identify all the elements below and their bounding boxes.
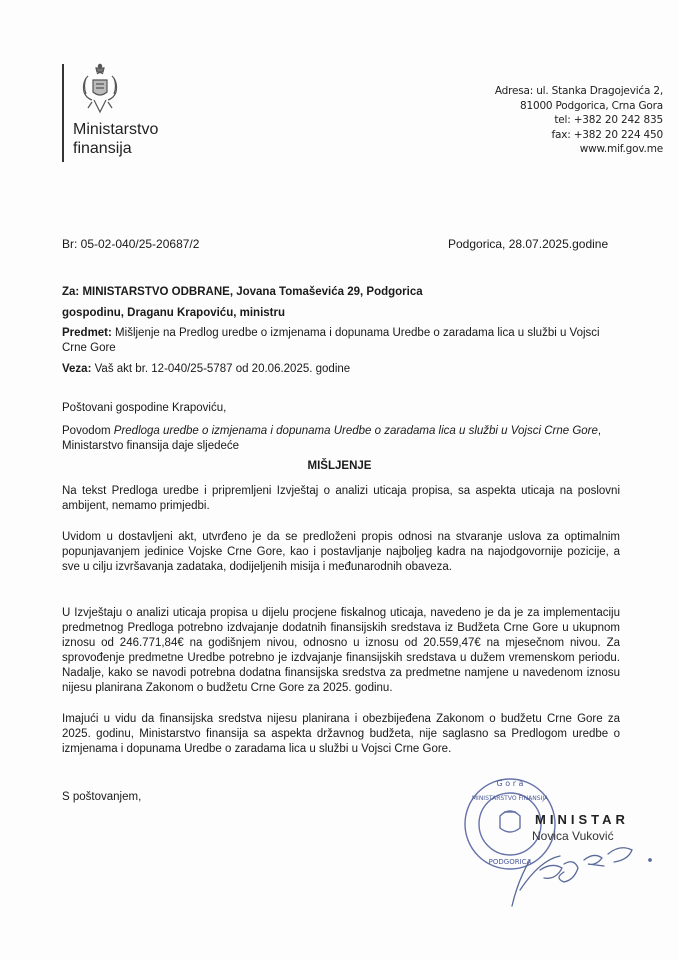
link-text: Vaš akt br. 12-040/25-5787 od 20.06.2025. godine <box>91 363 351 375</box>
address-website[interactable]: www.mif.gov.me <box>579 143 663 155</box>
place-date: Podgorica, 28.07.2025.godine <box>448 237 609 251</box>
subject-label: Predmet: <box>62 327 112 339</box>
address-street: Adresa: ul. Stanka Dragojevića 2, <box>494 85 663 97</box>
signatory-title: MINISTAR <box>535 812 629 827</box>
reference-number: Br: 05-02-040/25-20687/2 <box>62 237 200 251</box>
subject-text: Mišljenje na Predlog uredbe o izmjenama i dopunama Uredbe o zaradama lica u službi u Vojsci Crne Gore <box>62 327 600 354</box>
paragraph-3: U Izvještaju o analizi uticaja propisa u dijelu procjene fiskalnog uticaja, navedeno je da je za implementaciju predmetnog Predloga potrebno izdvajanje dodatnih finansijskih sredstava iz Budžeta Crne Gore u ukupnom iznosu od 246.771,84€ na godišnjem nivou, odnosno u iznosu od 20.559,47€ na mjesečnom nivou. Za sprovođenje predmetne Uredbe potrebno je izdvajanje finansijskih sredstava u dužem vremenskom periodu. Nadalje, kako se navodi potrebna dodatna finansijska sredstva za predmetne namjene u navedenom iznosu nijesu planirana Zakonom o budžetu Crne Gore za 2025. godinu. <box>62 607 620 694</box>
organization-name <box>73 120 158 158</box>
address-city: 81000 Podgorica, Crna Gora <box>520 99 663 112</box>
org-name-line2: finansija <box>73 140 132 157</box>
address-phone: tel: +382 20 242 835 <box>554 114 663 126</box>
paragraph-1: Na tekst Predloga uredbe i pripremljeni Izvještaj o analizi uticaja propisa, sa aspekta uticaja na poslovni ambijent, nemamo primjedbi. <box>62 485 620 512</box>
link-label: Veza: <box>62 363 92 375</box>
handwritten-signature-icon <box>500 820 660 910</box>
coat-of-arms-icon <box>80 62 120 120</box>
signatory-name: Novica Vuković <box>532 829 614 843</box>
intro-paragraph <box>62 424 620 454</box>
svg-text:G o r a: G o r a <box>496 779 524 788</box>
intro-prefix: Povodom <box>62 425 114 437</box>
contact-address-block <box>433 84 663 157</box>
svg-text:MINISTARSTVO FINANSIJA: MINISTARSTVO FINANSIJA <box>471 795 549 802</box>
svg-text:PODGORICA: PODGORICA <box>488 858 532 866</box>
attention-line: gospodinu, Draganu Krapoviću, ministru <box>62 307 285 319</box>
paragraph-4: Imajući u vidu da finansijska sredstva nijesu planirana i obezbijeđena Zakonom o budžetu Crne Gore za 2025. godinu, Ministarstvo finansija sa aspekta državnog budžeta, nije saglasno sa Predlogom uredbe o izmjenama i dopunama Uredbe o zaradama lica u službi u Vojsci Crne Gore. <box>62 713 620 755</box>
org-name-line1: Ministarstvo <box>73 121 159 138</box>
reference-link-line <box>62 362 620 377</box>
closing: S poštovanjem, <box>62 791 142 803</box>
recipient-line: Za: MINISTARSTVO ODBRANE, Jovana Tomaševića 29, Podgorica <box>62 286 423 298</box>
subject-line <box>62 326 620 356</box>
letterhead-divider <box>62 64 64 162</box>
intro-italic-title: Predloga uredbe o izmjenama i dopunama Uredbe o zaradama lica u službi u Vojsci Crne Gore <box>113 425 598 437</box>
opinion-heading: MIŠLJENJE <box>307 460 372 472</box>
paragraph-2: Uvidom u dostavljeni akt, utvrđeno je da se predloženi propis odnosi na stvaranje uslova za optimalnim popunjavanjem jedinice Vojske Crne Gore, kao i postavljanje najboljeg kadra na najodgovornije pozicije, a sve u cilju izvršavanja zadataka, dodijeljenih misija i međunarodnih obaveza. <box>62 531 620 573</box>
salutation: Poštovani gospodine Krapoviću, <box>62 402 227 414</box>
intro-suffix: , Ministarstvo finansija daje sljedeće <box>62 425 602 452</box>
address-fax: fax: +382 20 224 450 <box>551 128 663 141</box>
